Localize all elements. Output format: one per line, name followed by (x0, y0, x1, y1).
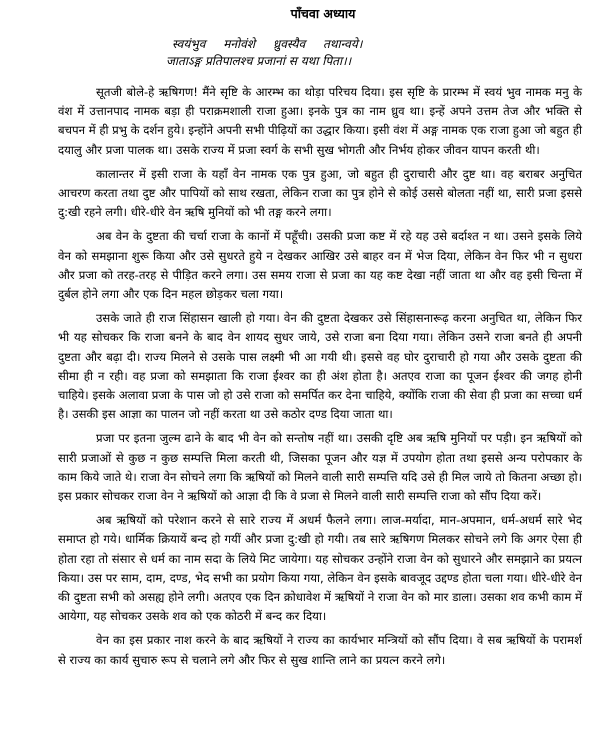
paragraph-1: सूतजी बोले-हे ऋषिगण! मैंने सृष्टि के आरम्भ का थोड़ा परिचय दिया। इस सृष्टि के प्रारम्भ में स्वयं भुव नामक मनु के वंश में उत्तानपाद नामक बड़ा ही पराक्रमशाली राजा हुआ। इनके पुत्र का नाम ध्रुव था। इन्हें अपने उत्तम तेज और भक्ति से बचपन में ही प्रभु के दर्शन हुये। इन्होंने अपनी सभी पीढ़ियों का उद्धार किया। इसी वंश में अङ्ग नामक एक राजा हुआ जो बहुत ही दयालु और प्रजा पालक था। उसके राज्य में प्रजा स्वर्ग के सभी सुख भोगती और निर्भय होकर जीवन यापन करती थी। (58, 85, 582, 157)
paragraph-2: कालान्तर में इसी राजा के यहाँ वेन नामक एक पुत्र हुआ, जो बहुत ही दुराचारी और दुष्ट था। वह बराबर अनुचित आचरण करता तथा दुष्ट और पापियों को साथ रखता, लेकिन राजा का पुत्र होने से कोई उससे बोलता नहीं था, सारी प्रजा इससे दु:खी रहने लगी। धीरे-धीरे वेन ऋषि मुनियों को भी तङ्ग करने लगा। (58, 166, 582, 220)
paragraph-3: अब वेन के दुष्टता की चर्चा राजा के कानों में पहूँची। उसकी प्रजा कष्ट में रहे यह उसे बर्दाश्त न था। उसने इसके लिये वेन को समझाना शुरू किया और उसे सुधरते हुये न देखकर आखिर उसे बाहर वन में भेज दिया, लेकिन वेन फिर भी न सुधरा और प्रजा को तरह-तरह से पीड़ित करने लगा। उस समय राजा से प्रजा का यह कष्ट देखा नहीं जाता था और वह इसी चिन्ता में दुर्बल होने लगा और एक दिन महल छोड़कर चला गया। (58, 229, 582, 302)
chapter-title: पाँचवा अध्याय (290, 6, 356, 21)
paragraph-5: प्रजा पर इतना जुल्म ढाने के बाद भी वेन को सन्तोष नहीं था। उसकी दृष्टि अब ऋषि मुनियों पर पड़ी। इन ऋषियों को सारी प्रजाओं से कुछ न कुछ सम्पत्ति मिला करती थी, जिसका पूजन और यज्ञ में उपयोग होता तथा इससे अन्य परोपकार के काम किये जाते थे। राजा वेन सोचने लगा कि ऋषियों को मिलने वाली सारी सम्पत्ति यदि उसे ही मिल जाये तो कितना अच्छा हो। इस प्रकार सोचकर राजा वेन ने ऋषियों को आज्ञा दी कि वे प्रजा से मिलने वाली सारी सम्पत्ति राजा को सौंप दिया करें। (58, 431, 582, 504)
sanskrit-verse (166, 36, 582, 70)
paragraph-7: वेन का इस प्रकार नाश करने के बाद ऋषियों ने राज्य का कार्यभार मन्त्रियों को सौंप दिया। वे सब ऋषियों के परामर्श से राज्य का कार्य सुचारु रूप से चलाने लगे और फिर से सुख शान्ति लाने का प्रयत्न करने लगे। (58, 633, 582, 667)
paragraph-6: अब ऋषियों को परेशान करने से सारे राज्य में अधर्म फैलने लगा। लाज-मर्यादा, मान-अपमान, धर्म-अधर्म सारे भेद समाप्त हो गये। धार्मिक क्रियायें बन्द हो गयीं और प्रजा दु:खी हो गयी। तब सारे ऋषिगण मिलकर सोचने लगे कि अगर ऐसा ही होता रहा तो संसार से धर्म का नाम सदा के लिये मिट जायेगा। यह सोचकर उन्होंने राजा वेन को सुधारने और समझाने का प्रयत्न किया। उस पर साम, दाम, दण्ड, भेद सभी का प्रयोग किया गया, लेकिन वेन इसके बावजूद उद्दण्ड होता चला गया। धीरे-धीरे वेन की दुष्टता सभी को असह्य होने लगी। अतएव एक दिन क्रोधावेश में ऋषियों ने राजा वेन को मार डाला। उसका शव कभी काम में आयेगा, यह सोचकर उसके शव को एक कोठरी में बन्द कर दिया। (58, 513, 582, 624)
paragraph-4: उसके जाते ही राज सिंहासन खाली हो गया। वेन की दुष्टता देखकर उसे सिंहासनारूढ़ करना अनुचित था, लेकिन फिर भी यह सोचकर कि राजा बनने के बाद वेन शायद सुधर जाये, उसे राजा बना दिया गया। लेकिन उसने राजा बनते ही अपनी दुष्टता और बढ़ा दी। राज्य मिलने से उसके पास लक्ष्मी भी आ गयी थी। इससे वह घोर दुराचारी हो गया और उसके दुष्टता की सीमा ही न रही। वह प्रजा को समझाता कि राजा ईश्वर का ही अंश होता है। अतएव राजा का पूजन ईश्वर की जगह होनी चाहिये। इसके अलावा प्रजा के पास जो हो उसे राजा को समर्पित कर देना चाहिये, क्योंकि राजा की सेवा ही प्रजा का सच्चा धर्म है। उसकी इस आज्ञा का पालन जो नहीं करता था उसे कठोर दण्ड दिया जाता था। (58, 311, 582, 422)
chapter-body (58, 83, 582, 670)
verse-line-1: स्वयंभुव मनोवंशे ध्रुवस्यैव तथान्वये। (172, 37, 363, 51)
verse-line-2: जाताऽङ्ग प्रतिपालश्च प्रजानां स यथा पिता।। (166, 54, 352, 68)
spacer (58, 70, 582, 83)
